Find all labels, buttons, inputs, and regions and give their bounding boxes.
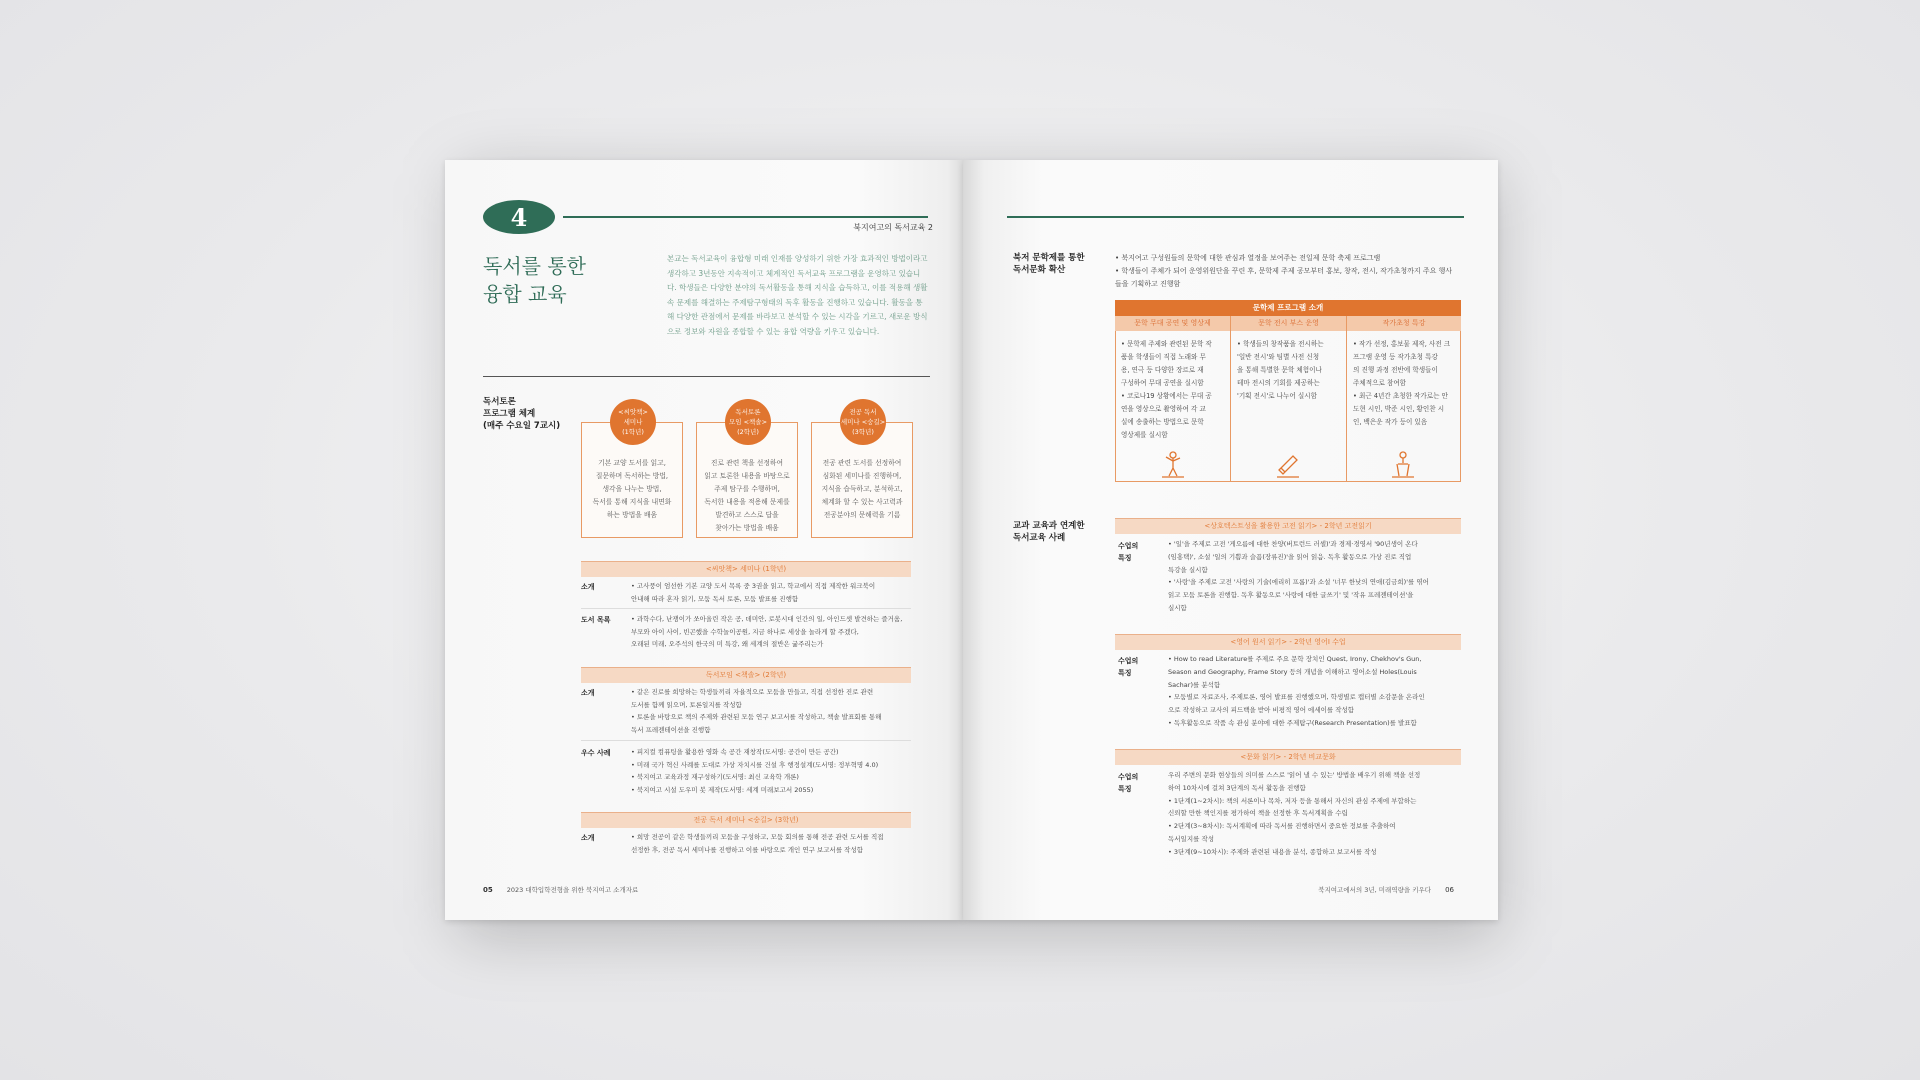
intro-paragraph: 본교는 독서교육이 융합형 미래 인재를 양성하기 위한 가장 효과적인 방법이라고 생각하고 3년동안 지속적이고 체계적인 독서교육 프로그램을 운영하고 있습니다. 학생들은 다양한 분야의 독서활동을 통해 지식을 습득하고, 이를 적용해 생활 속 문제를 해결하는 주제탐구형태의 독후 활동을 진행하고 있습니다. 활동을 통해 다양한 관점에서 문제를 바라보고 분석할 수 있는 시각을 기르고, 새로운 방식으로 정보와 자원을 종합할 수 있는 융합 역량을 키우고 있습니다.	[667, 254, 928, 336]
row-text: • 고사풍이 엄선한 기본 교양 도서 목록 중 3권을 읽고, 학교에서 직접 제작한 워크북이 안내해 따라 혼자 읽기, 모둠 독서 토론, 모둠 발표를 진행함	[631, 582, 876, 603]
table-cell: • 학생들의 창작품을 전시하는 '일반 전시'와 팀별 사전 신청 을 통해 특별한 문학 체험이나 테마 전시의 기회를 제공하는 '기획 전시'로 나누어 실시함	[1237, 340, 1324, 400]
program-desc: 전공 관련 도서를 선정하여 심화된 세미나를 진행하며, 지식을 습득하고, 분석하고, 체계화 할 수 있는 사고력과 전공분야의 문해력을 기름	[821, 459, 903, 519]
top-rule	[1007, 216, 1464, 218]
program-desc: 진로 관련 책을 선정하여 읽고 토론한 내용을 바탕으로 주제 탐구를 수행하며, 독서한 내용을 적용해 문제를 발견하고 스스로 답을 찾아가는 방법을 배움	[704, 459, 790, 532]
pen-book-icon	[1273, 450, 1303, 478]
row-label: 수업의 특징	[1118, 657, 1139, 677]
block-label: 교과 교육과 연계한 독서교육 사례	[1013, 521, 1085, 543]
footer	[483, 885, 638, 894]
table-col-head: 문학 무대 공연 및 영상제	[1115, 316, 1230, 331]
divider	[483, 376, 930, 377]
program-card	[581, 408, 683, 538]
table-col-head: 작가초청 특강	[1347, 316, 1461, 331]
row-text: • 피지컬 컴퓨팅을 활용한 영화 속 공간 재창작(도서명: 공간이 만든 공간) • 미래 국가 혁신 사례를 도대로 가상 자치시를 건설 후 행정설계(도서명: 정부혁명 4.0) • 북지여고 교육과정 재구성하기(도서명: 최신 교육학 개론) • 북지여고 시설 도우미 봇 제작(도서명: 세계 미래보고서 2055)	[631, 748, 879, 794]
program-card	[696, 408, 798, 538]
right-page	[963, 160, 1498, 920]
section-band: 독서모임 <책솔> (2학년)	[581, 667, 911, 683]
section-band: <문화 읽기> - 2학년 비교문화	[1115, 749, 1461, 765]
page-number: 05	[483, 886, 493, 894]
program-label: 독서토론 프로그램 체계 (매주 수요일 7교시)	[483, 397, 561, 431]
footer-text: 북지여고에서의 3년, 미래역량을 키우다	[1318, 886, 1432, 894]
program-desc: 기본 교양 도서를 읽고, 질문하며 독서하는 방법, 생각을 나누는 방법, 독서를 통해 지식을 내면화 하는 방법을 배움	[592, 459, 672, 519]
row-label: 수업의 특징	[1118, 773, 1139, 793]
top-rule	[563, 216, 928, 218]
table-col-head: 문학 전시 부스 운영	[1231, 316, 1346, 331]
row-text: 우리 주변의 문화 현상들의 의미를 스스로 '읽어 낼 수 있는' 방법을 배우기 위해 책을 선정 하여 10차시에 걸쳐 3단계의 독서 활동을 진행함 • 1단계(1~2차시): 책의 서론이나 목차, 저자 등을 통해서 자신의 관심 주제에 부합하는 신뢰할 만한 책인지를 평가하여 책을 선정한 후 독서계획을 수립 • 2단계(3~8차시): 독서계획에 따라 독서를 진행하면서 중요한 정보를 추출하여 독서일지를 작성 • 3단계(9~10차시): 주제와 관련된 내용을 분석, 종합하고 보고서를 작성	[1168, 771, 1421, 856]
program-badge: 독서토론 모임 <책솔> (2학년)	[725, 399, 771, 445]
section-band: <상호텍스트성을 활용한 고전 읽기> - 2학년 고전읽기	[1115, 518, 1461, 534]
row-label: 소개	[581, 583, 595, 591]
row-text: • '일'을 주제로 고전 '게으름에 대한 찬양(버트런드 러셀)'과 경제·경영서 '90년생이 온다 (임홍택)', 소설 '일의 기쁨과 슬픔(장류진)'을 읽어 읽음. 독후 활동으로 가상 진로 직업 특강을 실시함 • '사랑'을 주제로 고전 '사랑의 기술(에리히 프롬)'과 소설 '너무 한낮의 연애(김금희)'를 엮어 읽고 모둠 토론을 진행함. 독후 활동으로 '사랑에 대한 글쓰기' 및 '작유 프레젠테이션'을 실시함	[1168, 540, 1429, 612]
section-band: <씨앗책> 세미나 (1학년)	[581, 561, 911, 577]
section-band: <영어 원서 읽기> - 2학년 영어Ⅰ 수업	[1115, 634, 1461, 650]
left-page	[445, 160, 963, 920]
row-text: • How to read Literature를 주제로 주요 문학 장치인 Quest, Irony, Chekhov's Gun, Season and Geography, Frame Story 등의 개념을 이해하고 영어소설 Holes(Louis Sachar)를 분석함 • 모둠별로 자료조사, 주제토론, 영어 발표를 진행했으며, 학생별로 캡터별 소감문을 온라인 으로 작성하고 교사의 피드백을 받아 비평적 영어 에세이를 작성함 • 독후활동으로 작품 속 관심 분야에 대한 주제탐구(Research Presentation)를 발표함	[1168, 655, 1425, 727]
performer-icon	[1158, 450, 1188, 478]
row-label: 수업의 특징	[1118, 542, 1139, 562]
row-label: 도서 목록	[581, 616, 611, 624]
row-text: • 희망 전공이 같은 학생들끼리 모둠을 구성하고, 모둠 회의를 통해 전공 관련 도서를 직접 선정한 후, 전공 독서 세미나를 진행하고 이를 바탕으로 개인 연구 보고서를 작성함	[631, 833, 884, 854]
row-label: 소개	[581, 689, 595, 697]
program-badge: 전공 독서 세미나 <숭길> (3학년)	[840, 399, 886, 445]
page-number: 06	[1445, 886, 1454, 894]
table-title: 문학제 프로그램 소개	[1115, 300, 1461, 316]
row-text: • 과학수다, 난쟁이가 쏘아올린 작은 공, 데미안, 로봇시대 인간의 일, 아인드셋 발견하는 즐거움, 부모와 아이 사이, 빈곤했을 수학놀이공원, 지금 하나로 세상을 놀라게 할 주겠다, 오래된 미래, 오주석의 한국의 미 특강, 왜 세계의 절반은 굶주리는가	[631, 615, 903, 649]
footer-text: 2023 대학입학전형을 위한 북지여고 소개자료	[506, 886, 639, 894]
table-divider	[1346, 316, 1347, 482]
table-cell: • 작가 선정, 홍보물 제작, 사전 크 프그램 운영 등 작가초청 특강 의 진행 과정 전반에 학생들이 주체적으로 참여함 • 최근 4년간 초청한 작가로는 안 도현 시인, 박준 시인, 황인찬 시 인, 백은운 작가 등이 있음	[1353, 340, 1451, 426]
row-divider	[581, 740, 911, 741]
row-label: 소개	[581, 834, 595, 842]
table-divider	[1230, 316, 1231, 482]
block-text: • 북지여고 구성원들의 문학에 대한 관심과 열정을 보여주는 전일제 문학 축제 프로그램 • 학생들이 주체가 되어 운영위원단을 꾸린 후, 문학제 주제 공모부터 홍보, 창작, 전시, 작가초청까지 주요 행사 들을 기획하고 진행함	[1115, 254, 1453, 288]
section-band: 전공 독서 세미나 <숭길> (3학년)	[581, 812, 911, 828]
podium-speaker-icon	[1388, 450, 1418, 478]
row-text: • 같은 진로를 희망하는 학생들끼리 자율적으로 모둠을 만들고, 직접 선정한 진로 관련 도서를 함께 읽으며, 토론일지를 작성함 • 토론을 바탕으로 책의 주제와 관련된 모둠 연구 보고서를 작성하고, 책솔 발표회를 통해 독서 프레젠테이션을 진행함	[631, 688, 882, 734]
program-card	[811, 408, 913, 538]
row-label: 우수 사례	[581, 749, 611, 757]
chapter-number-badge: 4	[483, 200, 555, 234]
program-badge: <씨앗책> 세미나 (1학년)	[610, 399, 656, 445]
table-cell: • 문학제 주제와 관련된 문학 작 품을 학생들이 직접 노래와 무 용, 연극 등 다양한 장르로 재 구성하여 무대 공연을 실시함 • 코로나19 상황에서는 무대 공 연을 영상으로 촬영하여 각 교 실에 송출하는 방법으로 문학 영상제를 실시함	[1121, 340, 1212, 439]
block-label: 북저 문학제를 통한 독서문화 확산	[1013, 253, 1085, 275]
running-head: 북지여고의 독서교육 2	[853, 223, 933, 232]
footer	[1318, 885, 1454, 894]
page-title: 독서를 통한 융합 교육	[483, 254, 586, 306]
row-divider	[581, 608, 911, 609]
